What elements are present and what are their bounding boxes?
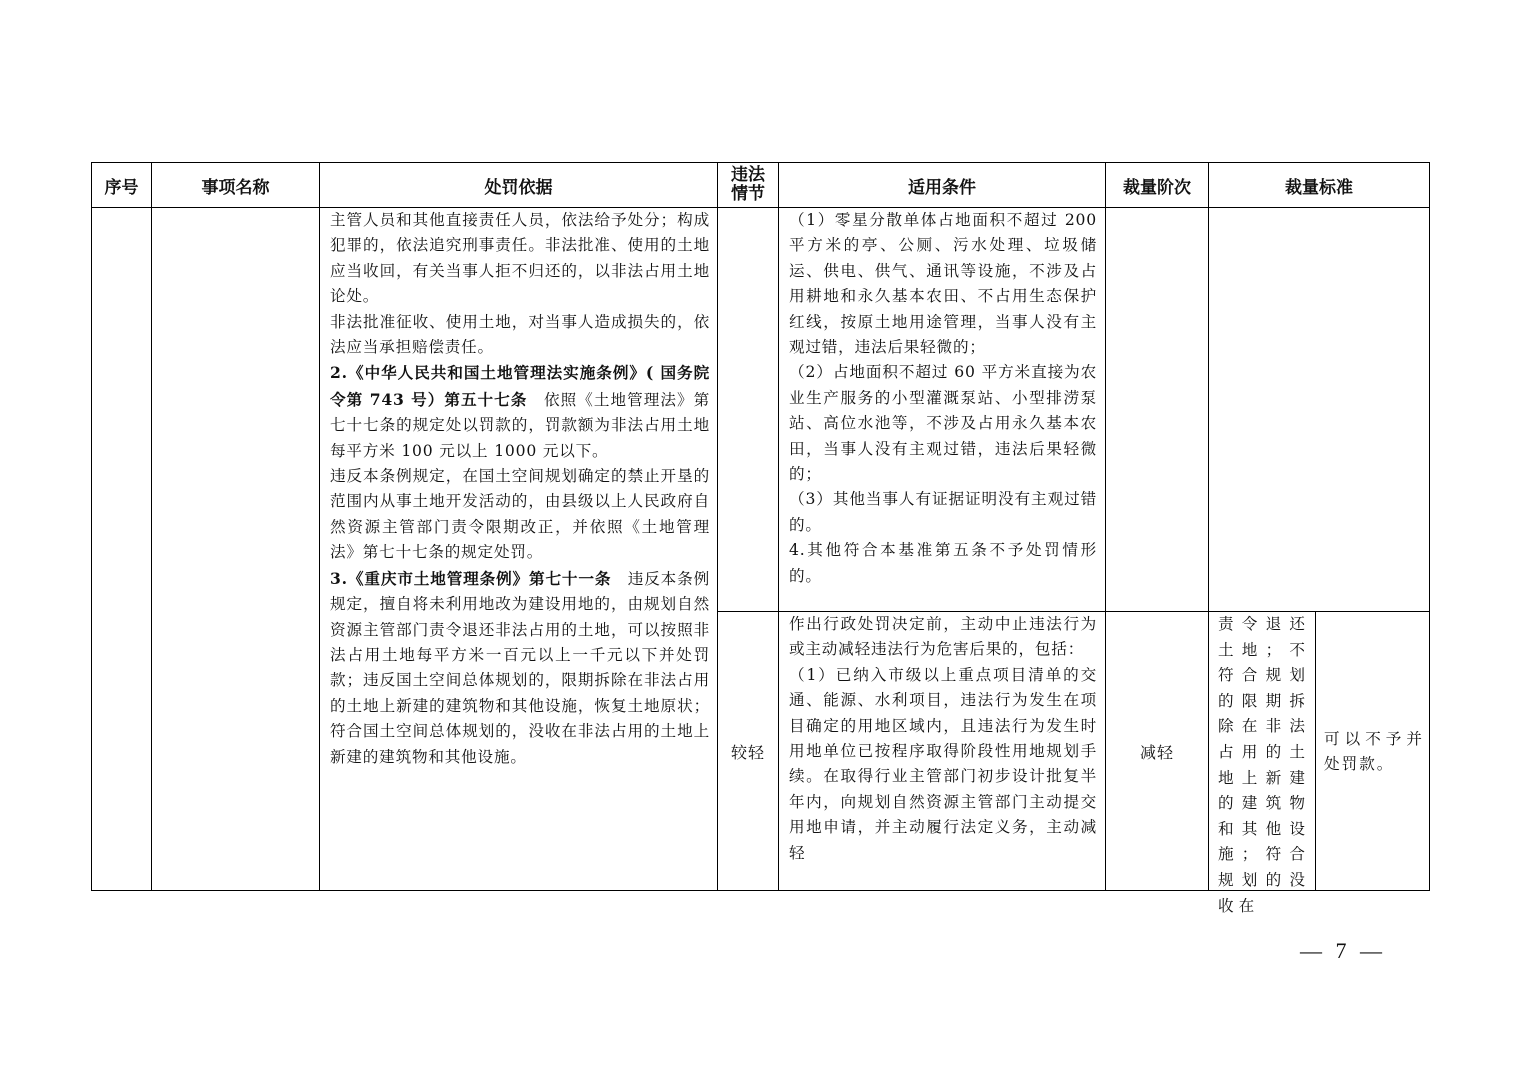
basis-paragraph: 违反本条例规定，在国土空间规划确定的禁止开垦的范围内从事土地开发活动的，由县级以上人民政府自然资源主管部门责令限期改正，并依照《土地管理法》第七十七条的规定处罚。 — [330, 467, 710, 562]
condition-item: 4.其他符合本基准第五条不予处罚情形的。 — [789, 541, 1097, 585]
basis-title: 2.《中华人民共和国土地管理法实施条例》( 国务院令第 743 号）第五十七条 — [330, 363, 710, 409]
col-border — [1315, 611, 1316, 891]
basis-paragraph — [330, 360, 710, 464]
header-violation-line1: 违法 — [731, 165, 765, 185]
condition-item: 作出行政处罚决定前，主动中止违法行为或主动减轻违法行为危害后果的，包括： — [789, 615, 1097, 659]
header-serial-number: 序号 — [104, 177, 139, 198]
header-violation-line2: 情节 — [731, 184, 765, 204]
basis-body: 依照《土地管理法》第七十七条的规定处以罚款的，罚款额为非法占用土地每平方米 100 元以上 1000 元以下。 — [330, 390, 710, 460]
condition-item: （1）已纳入市级以上重点项目清单的交通、能源、水利项目，违法行为发生在项目确定的用地区域内，且违法行为发生时用地单位已按程序取得阶段性用地规划手续。在取得行业主管部门初步设计批复半年内，向规划自然资源主管部门主动提交用地申请，并主动履行法定义务，主动减轻 — [789, 665, 1097, 862]
discretion-standard-fine: 可以不予并处罚款。 — [1324, 730, 1424, 774]
condition-item: （3）其他当事人有证据证明没有主观过错的。 — [789, 490, 1097, 534]
conditions-lower-text — [789, 612, 1097, 890]
penalty-basis-text — [330, 208, 710, 888]
header-penalty-basis: 处罚依据 — [484, 177, 553, 198]
discretion-level-value: 减轻 — [1139, 742, 1174, 762]
col-border — [151, 162, 152, 891]
basis-paragraph — [330, 566, 710, 770]
header-violation-circumstance — [718, 163, 778, 207]
header-item-name: 事项名称 — [201, 177, 270, 198]
col-border — [1208, 162, 1209, 891]
conditions-upper-text — [789, 208, 1103, 611]
violation-circumstance-value: 较轻 — [730, 742, 765, 762]
basis-paragraph: 非法批准征收、使用土地，对当事人造成损失的，依法应当承担赔偿责任。 — [330, 312, 710, 357]
col-border — [778, 162, 779, 891]
header-bottom-border — [91, 207, 1430, 208]
col-border — [319, 162, 320, 891]
condition-item: （2）占地面积不超过 60 平方米直接为农业生产服务的小型灌溉泵站、小型排涝泵站、高位水池等，不涉及占用永久基本农田，当事人没有主观过错，违法后果轻微的； — [789, 363, 1097, 484]
basis-paragraph: 主管人员和其他直接责任人员，依法给予处分；构成犯罪的，依法追究刑事责任。非法批准、使用的土地应当收回，有关当事人拒不归还的，以非法占用土地论处。 — [330, 211, 710, 306]
condition-item: （1）零星分散单体占地面积不超过 200 平方米的亭、公厕、污水处理、垃圾储运、供电、供气、通讯等设施，不涉及占用耕地和永久基本农田、不占用生态保护红线，按原土地用途管理，当事人没有主观过错，违法后果轻微的； — [789, 211, 1103, 357]
header-applicable-conditions: 适用条件 — [908, 177, 976, 198]
basis-body: 违反本条例规定，擅自将未利用地改为建设用地的，由规划自然资源主管部门责令退还非法占用的土地，可以按照非法占用土地每平方米一百元以上一千元以下并处罚款；违反国土空间总体规划的，限期拆除在非法占用的土地上新建的建筑物和其他设施，恢复土地原状；符合国土空间总体规划的，没收在非法占用的土地上新建的建筑物和其他设施。 — [330, 569, 710, 766]
header-discretion-level: 裁量阶次 — [1123, 177, 1191, 198]
page-number: — 7 — — [1300, 938, 1386, 963]
col-border — [1429, 162, 1430, 891]
col-border — [91, 162, 92, 891]
header-discretion-standard: 裁量标准 — [1285, 177, 1353, 198]
basis-title: 3.《重庆市土地管理条例》第七十一条 — [330, 568, 612, 588]
discretion-standard-measure: 责令退还土地；不符合规划的限期拆除在非法占用的土地上新建的建筑物和其他设施；符合规划的没收在 — [1218, 615, 1310, 915]
